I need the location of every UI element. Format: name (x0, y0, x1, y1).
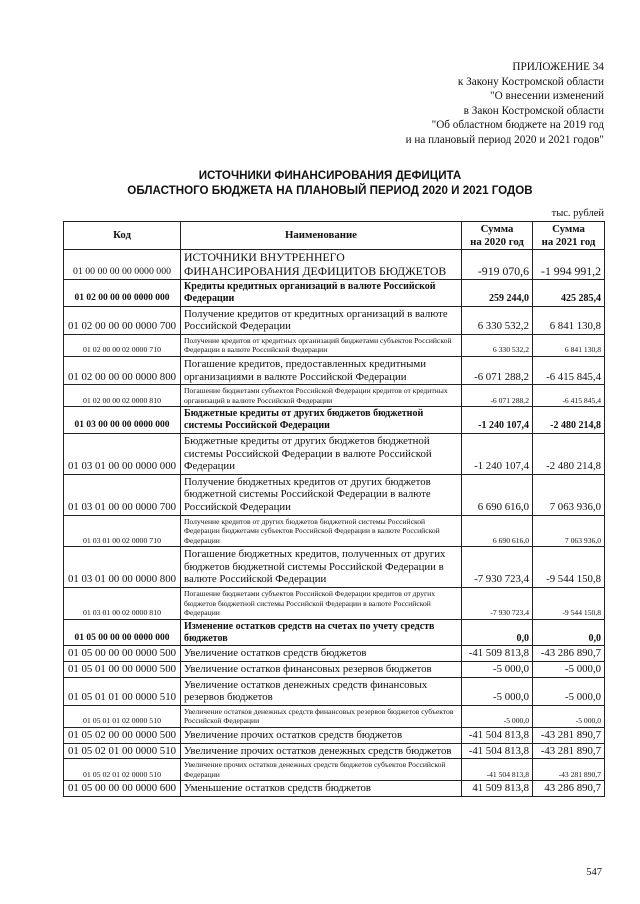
row-value-2021: -9 544 150,8 (533, 588, 605, 620)
row-value-2020: -1 240 107,4 (462, 433, 533, 474)
table-row (64, 759, 605, 781)
row-name: Увеличение прочих остатков денежных средств бюджетов субъектов Российской Федерации (181, 759, 462, 781)
table-row (64, 646, 605, 662)
row-code: 01 05 02 00 00 0000 500 (64, 728, 181, 744)
row-code: 01 05 00 00 00 0000 500 (64, 646, 181, 662)
row-value-2021: -6 415 845,4 (533, 356, 605, 384)
row-code: 01 05 02 01 00 0000 510 (64, 743, 181, 759)
row-code: 01 03 00 00 00 0000 000 (64, 407, 181, 434)
row-code: 01 05 01 00 00 0000 500 (64, 662, 181, 678)
table-row (64, 619, 605, 646)
appendix-line: "Об областном бюджете на 2019 год (431, 119, 604, 132)
row-value-2020: -6 071 288,2 (462, 385, 533, 407)
row-value-2021: -43 281 890,7 (533, 743, 605, 759)
row-value-2021: 6 841 130,8 (533, 306, 605, 334)
row-code: 01 02 00 00 02 0000 710 (64, 334, 181, 356)
row-value-2020: 6 330 532,2 (462, 306, 533, 334)
row-value-2020: -5 000,0 (462, 677, 533, 705)
title-line-2: ОБЛАСТНОГО БЮДЖЕТА НА ПЛАНОВЫЙ ПЕРИОД 2020 И 2021 ГОДОВ (127, 184, 533, 197)
table-row (64, 433, 605, 474)
row-name: Уменьшение остатков средств бюджетов (181, 781, 462, 797)
header-code: Код (64, 222, 181, 250)
row-value-2020: -41 509 813,8 (462, 646, 533, 662)
row-value-2020: 6 330 532,2 (462, 334, 533, 356)
row-value-2021: 6 841 130,8 (533, 334, 605, 356)
row-value-2021: -43 281 890,7 (533, 759, 605, 781)
document-title (60, 168, 600, 198)
row-value-2020: -7 930 723,4 (462, 547, 533, 588)
row-value-2020: -41 504 813,8 (462, 743, 533, 759)
row-value-2020: 41 509 813,8 (462, 781, 533, 797)
row-value-2021: -5 000,0 (533, 662, 605, 678)
row-code: 01 00 00 00 00 0000 000 (64, 250, 181, 280)
table-row (64, 705, 605, 727)
table-row (64, 474, 605, 515)
row-value-2021: -2 480 214,8 (533, 407, 605, 434)
table-row (64, 356, 605, 384)
row-value-2021: -43 281 890,7 (533, 728, 605, 744)
appendix-line: и на плановый период 2020 и 2021 годов" (405, 133, 604, 146)
table-row (64, 407, 605, 434)
row-value-2020: -7 930 723,4 (462, 588, 533, 620)
appendix-header (324, 60, 604, 148)
table-row (64, 306, 605, 334)
row-name: ИСТОЧНИКИ ВНУТРЕННЕГО ФИНАНСИРОВАНИЯ ДЕФИЦИТОВ БЮДЖЕТОВ (181, 250, 462, 280)
row-name: Бюджетные кредиты от других бюджетов бюджетной системы Российской Федерации в валюте Российской Федерации (181, 433, 462, 474)
row-name: Кредиты кредитных организаций в валюте Российской Федерации (181, 280, 462, 307)
header-name: Наименование (181, 222, 462, 250)
row-value-2020: 259 244,0 (462, 280, 533, 307)
row-name: Увеличение прочих остатков средств бюджетов (181, 728, 462, 744)
row-name: Погашение бюджетных кредитов, полученных от других бюджетов бюджетной системы Российской Федерации в валюте Российской Федерации (181, 547, 462, 588)
row-value-2021: 43 286 890,7 (533, 781, 605, 797)
row-value-2020: 0,0 (462, 619, 533, 646)
table-header-row (64, 222, 605, 250)
appendix-line: в Закон Костромской области (463, 104, 604, 117)
row-value-2020: 6 690 616,0 (462, 474, 533, 515)
row-code: 01 05 00 00 00 0000 000 (64, 619, 181, 646)
table-body (64, 250, 605, 797)
title-line-1: ИСТОЧНИКИ ФИНАНСИРОВАНИЯ ДЕФИЦИТА (198, 169, 462, 182)
row-name: Увеличение остатков денежных средств финансовых резервов бюджетов (181, 677, 462, 705)
row-value-2021: 0,0 (533, 619, 605, 646)
row-code: 01 05 00 00 00 0000 600 (64, 781, 181, 797)
row-value-2020: 6 690 616,0 (462, 515, 533, 547)
row-name: Бюджетные кредиты от других бюджетов бюджетной системы Российской Федерации (181, 407, 462, 434)
row-name: Получение кредитов от других бюджетов бюджетной системы Российской Федерации бюджетами субъектов Российской Федерации в валюте Российской Федерации (181, 515, 462, 547)
row-value-2021: 425 285,4 (533, 280, 605, 307)
row-name: Увеличение остатков денежных средств финансовых резервов бюджетов субъектов Российской Федерации (181, 705, 462, 727)
row-value-2020: -41 504 813,8 (462, 728, 533, 744)
row-value-2020: -6 071 288,2 (462, 356, 533, 384)
row-value-2021: -6 415 845,4 (533, 385, 605, 407)
row-code: 01 03 01 00 00 0000 800 (64, 547, 181, 588)
row-name: Увеличение прочих остатков денежных средств бюджетов (181, 743, 462, 759)
row-code: 01 03 01 00 02 0000 810 (64, 588, 181, 620)
row-value-2020: -1 240 107,4 (462, 407, 533, 434)
row-code: 01 05 01 01 00 0000 510 (64, 677, 181, 705)
page-number: 547 (586, 867, 602, 878)
row-name: Погашение кредитов, предоставленных кредитными организациями в валюте Российской Федерации (181, 356, 462, 384)
row-code: 01 03 01 00 00 0000 000 (64, 433, 181, 474)
row-name: Получение бюджетных кредитов от других бюджетов бюджетной системы Российской Федерации в валюте Российской Федерации (181, 474, 462, 515)
row-code: 01 05 02 01 02 0000 510 (64, 759, 181, 781)
appendix-line: к Закону Костромской области (457, 75, 604, 88)
row-code: 01 02 00 00 02 0000 810 (64, 385, 181, 407)
row-value-2021: 7 063 936,0 (533, 474, 605, 515)
row-name: Увеличение остатков средств бюджетов (181, 646, 462, 662)
units-label: тыс. рублей (551, 208, 604, 219)
table-row (64, 385, 605, 407)
table-row (64, 280, 605, 307)
row-code: 01 03 01 00 00 0000 700 (64, 474, 181, 515)
header-2021: Сумма на 2021 год (533, 222, 605, 250)
row-value-2020: -919 070,6 (462, 250, 533, 280)
row-code: 01 02 00 00 00 0000 700 (64, 306, 181, 334)
row-name: Изменение остатков средств на счетах по учету средств бюджетов (181, 619, 462, 646)
row-name: Погашение бюджетами субъектов Российской Федерации кредитов от кредитных организаций в валюте Российской Федерации (181, 385, 462, 407)
table-row (64, 728, 605, 744)
table-row (64, 250, 605, 280)
table-row (64, 781, 605, 797)
row-code: 01 02 00 00 00 0000 800 (64, 356, 181, 384)
row-value-2021: -9 544 150,8 (533, 547, 605, 588)
row-value-2021: -43 286 890,7 (533, 646, 605, 662)
row-name: Увеличение остатков финансовых резервов бюджетов (181, 662, 462, 678)
row-value-2021: -1 994 991,2 (533, 250, 605, 280)
row-value-2021: -5 000,0 (533, 705, 605, 727)
table-row (64, 677, 605, 705)
header-2020: Сумма на 2020 год (462, 222, 533, 250)
appendix-line: "О внесении изменений (490, 90, 604, 103)
row-name: Погашение бюджетами субъектов Российской Федерации кредитов от других бюджетов бюджетной системы Российской Федерации в валюте Российской Федерации (181, 588, 462, 620)
table-row (64, 743, 605, 759)
row-name: Получение кредитов от кредитных организаций бюджетами субъектов Российской Федерации в валюте Российской Федерации (181, 334, 462, 356)
row-code: 01 03 01 00 02 0000 710 (64, 515, 181, 547)
row-value-2020: -41 504 813,8 (462, 759, 533, 781)
table-row (64, 662, 605, 678)
row-value-2020: -5 000,0 (462, 705, 533, 727)
row-name: Получение кредитов от кредитных организаций в валюте Российской Федерации (181, 306, 462, 334)
row-value-2021: 7 063 936,0 (533, 515, 605, 547)
row-value-2021: -2 480 214,8 (533, 433, 605, 474)
table-row (64, 334, 605, 356)
appendix-line: ПРИЛОЖЕНИЕ 34 (512, 61, 604, 73)
table-row (64, 515, 605, 547)
row-value-2020: -5 000,0 (462, 662, 533, 678)
financing-sources-table (63, 221, 605, 797)
row-code: 01 05 01 01 02 0000 510 (64, 705, 181, 727)
row-code: 01 02 00 00 00 0000 000 (64, 280, 181, 307)
table-row (64, 547, 605, 588)
table-row (64, 588, 605, 620)
row-value-2021: -5 000,0 (533, 677, 605, 705)
